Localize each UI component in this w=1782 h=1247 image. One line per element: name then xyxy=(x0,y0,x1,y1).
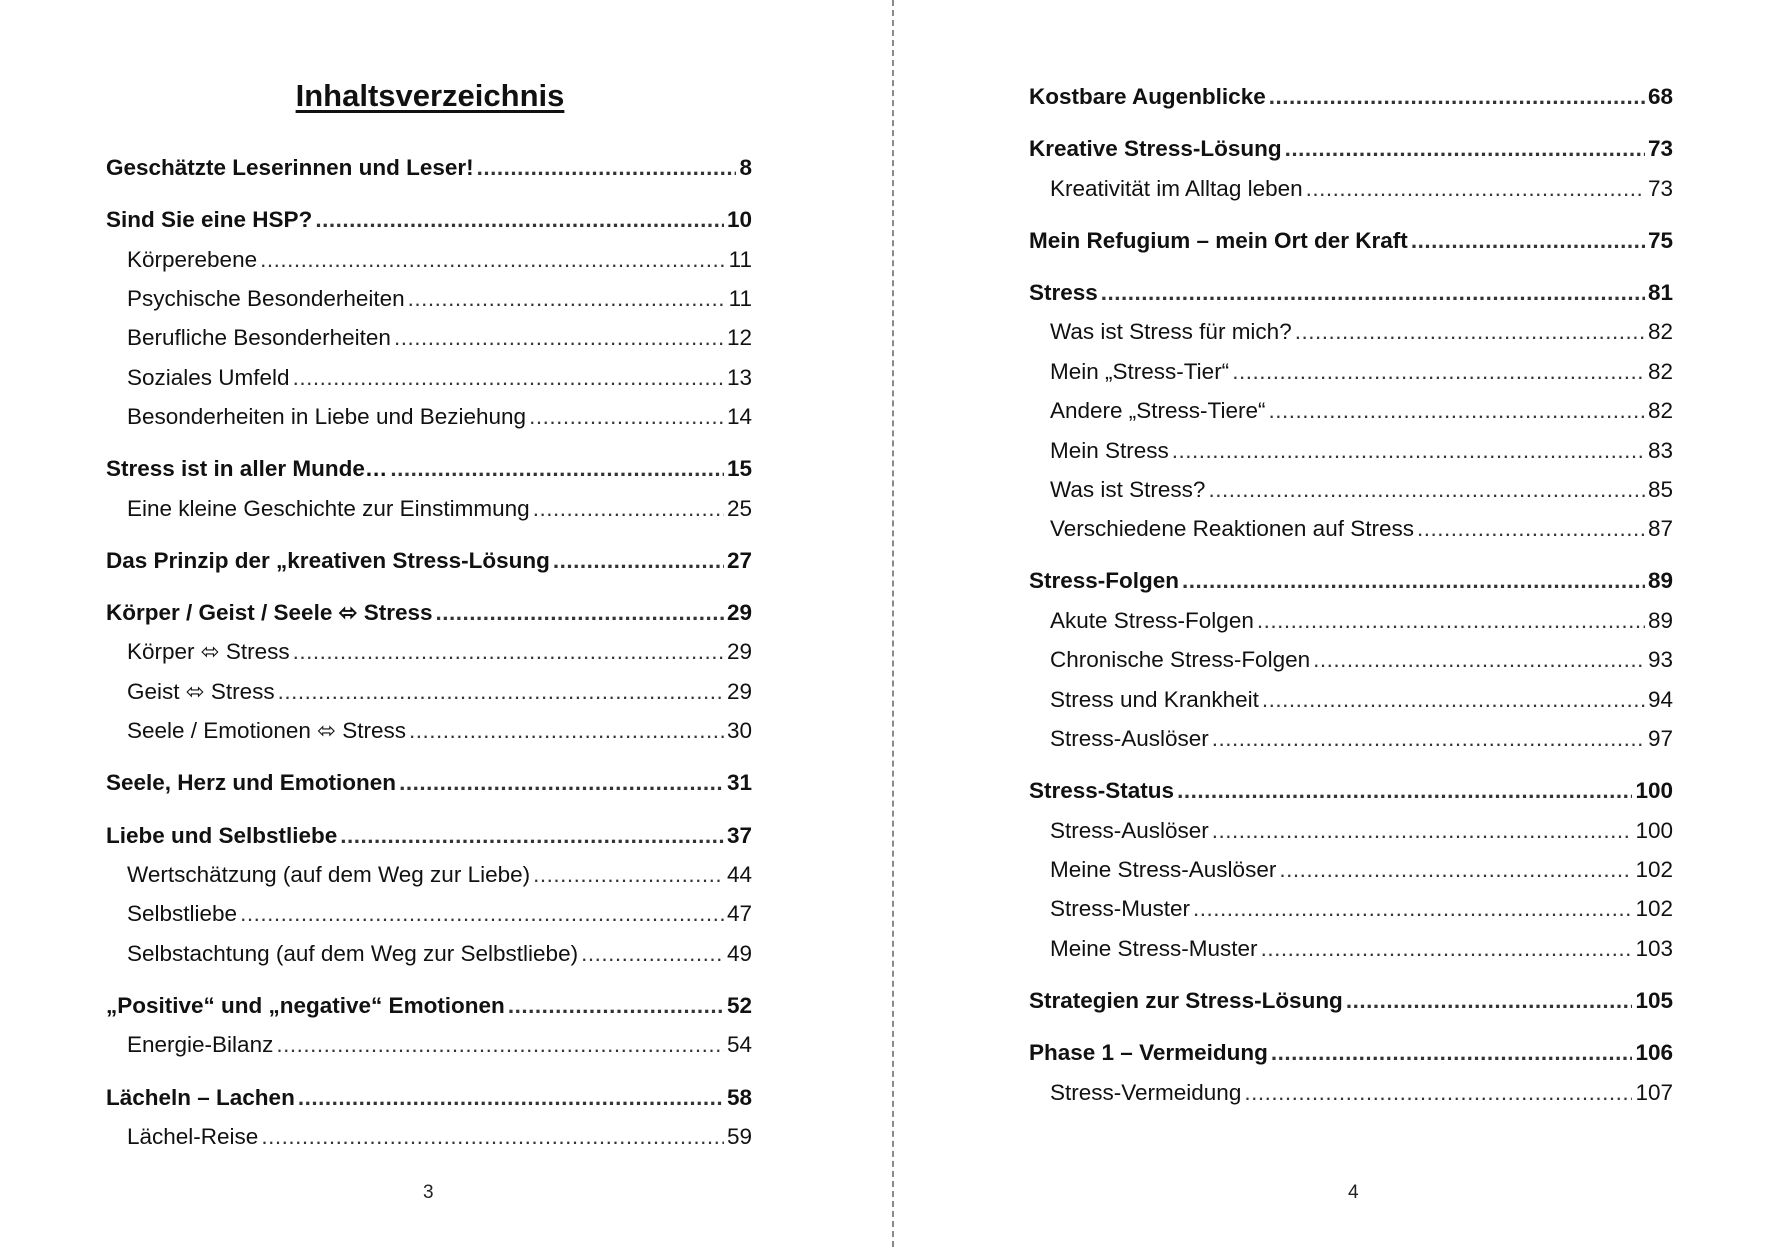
entry-title: Seele / Emotionen ⬄ Stress xyxy=(127,718,406,744)
entry-title: Psychische Besonderheiten xyxy=(127,285,405,311)
entry-page-number: 11 xyxy=(728,285,752,311)
dot-leader xyxy=(1193,889,1632,928)
entry-page-number: 15 xyxy=(726,456,752,482)
entry-page-number: 102 xyxy=(1635,857,1673,883)
toc-chapter-entry xyxy=(106,593,752,632)
entry-title: Meine Stress-Muster xyxy=(1050,935,1258,961)
toc-chapter-entry xyxy=(106,200,752,239)
entry-page-number: 10 xyxy=(726,207,752,233)
dot-leader xyxy=(1257,601,1645,640)
dot-leader xyxy=(399,763,724,802)
toc-section-entry xyxy=(1029,929,1673,968)
entry-page-number: 47 xyxy=(726,901,752,927)
toc-chapter-entry xyxy=(1029,221,1673,260)
dot-leader xyxy=(1269,77,1645,116)
entry-title: Strategien zur Stress-Lösung xyxy=(1029,987,1343,1013)
toc-section-entry xyxy=(106,632,752,671)
entry-title: Liebe und Selbstliebe xyxy=(106,822,338,848)
toc-title: Inhaltsverzeichnis xyxy=(295,78,565,113)
entry-page-number: 102 xyxy=(1635,896,1673,922)
toc-section-entry xyxy=(1029,1073,1673,1112)
toc-section-entry xyxy=(106,1025,752,1064)
dot-leader xyxy=(293,632,724,671)
toc-section-entry xyxy=(1029,850,1673,889)
dot-leader xyxy=(533,489,724,528)
entry-page-number: 73 xyxy=(1647,136,1673,162)
entry-title: Chronische Stress-Folgen xyxy=(1050,647,1311,673)
entry-page-number: 97 xyxy=(1647,726,1673,752)
toc-section-entry xyxy=(106,397,752,436)
entry-page-number: 14 xyxy=(726,404,752,430)
entry-page-number: 49 xyxy=(726,940,752,966)
dot-leader xyxy=(340,816,724,855)
entry-title: Stress-Muster xyxy=(1050,896,1191,922)
entry-title: Wertschätzung (auf dem Weg zur Liebe) xyxy=(127,862,531,888)
toc-chapter-entry xyxy=(106,1078,752,1117)
entry-page-number: 103 xyxy=(1635,935,1673,961)
entry-page-number: 94 xyxy=(1647,686,1673,712)
dot-leader xyxy=(394,318,724,357)
toc-list-left xyxy=(106,148,752,1156)
toc-section-entry xyxy=(1029,352,1673,391)
entry-page-number: 89 xyxy=(1647,568,1673,594)
entry-page-number: 105 xyxy=(1635,987,1673,1013)
dot-leader xyxy=(1212,811,1633,850)
toc-section-entry xyxy=(106,672,752,711)
entry-title: Lächeln – Lachen xyxy=(106,1084,295,1110)
toc-chapter-entry xyxy=(1029,129,1673,168)
dot-leader xyxy=(293,358,724,397)
toc-section-entry xyxy=(106,894,752,933)
entry-title: Mein „Stress-Tier“ xyxy=(1050,358,1230,384)
entry-title: Körper / Geist / Seele ⬄ Stress xyxy=(106,600,433,626)
entry-title: Stress-Folgen xyxy=(1029,568,1180,594)
entry-title: Verschiedene Reaktionen auf Stress xyxy=(1050,516,1414,542)
toc-section-entry xyxy=(1029,889,1673,928)
dot-leader xyxy=(1295,312,1645,351)
toc-section-entry xyxy=(106,934,752,973)
entry-page-number: 54 xyxy=(726,1032,752,1058)
toc-section-entry xyxy=(1029,719,1673,758)
dot-leader xyxy=(409,711,724,750)
entry-page-number: 29 xyxy=(726,639,752,665)
dot-leader xyxy=(278,672,724,711)
dot-leader xyxy=(315,200,724,239)
toc-chapter-entry xyxy=(106,148,752,187)
entry-page-number: 30 xyxy=(726,718,752,744)
toc-section-entry xyxy=(106,1117,752,1156)
dot-leader xyxy=(1244,1073,1632,1112)
dot-leader xyxy=(1346,981,1633,1020)
dot-leader xyxy=(529,397,724,436)
entry-page-number: 89 xyxy=(1647,607,1673,633)
entry-title: Akute Stress-Folgen xyxy=(1050,607,1254,633)
entry-title: Stress-Vermeidung xyxy=(1050,1079,1242,1105)
toc-chapter-entry xyxy=(1029,561,1673,600)
right-page xyxy=(893,0,1782,1247)
entry-page-number: 87 xyxy=(1647,516,1673,542)
toc-section-entry xyxy=(106,318,752,357)
dot-leader xyxy=(240,894,724,933)
toc-section-entry xyxy=(1029,470,1673,509)
dot-leader xyxy=(1262,680,1645,719)
entry-title: Mein Refugium – mein Ort der Kraft xyxy=(1029,227,1408,253)
entry-page-number: 82 xyxy=(1647,319,1673,345)
entry-page-number: 85 xyxy=(1647,476,1673,502)
dot-leader xyxy=(1271,1033,1633,1072)
entry-title: Stress ist in aller Munde… xyxy=(106,456,388,482)
entry-title: Geschätzte Leserinnen und Leser! xyxy=(106,155,474,180)
entry-page-number: 73 xyxy=(1647,175,1673,201)
entry-title: Was ist Stress für mich? xyxy=(1050,319,1292,345)
entry-title: Das Prinzip der „kreativen Stress-Lösung xyxy=(106,547,550,573)
toc-section-entry xyxy=(1029,312,1673,351)
entry-page-number: 93 xyxy=(1647,647,1673,673)
entry-page-number: 106 xyxy=(1635,1040,1673,1066)
toc-section-entry xyxy=(1029,640,1673,679)
entry-title: Stress-Auslöser xyxy=(1050,817,1209,843)
dot-leader xyxy=(1313,640,1645,679)
entry-page-number: 44 xyxy=(726,862,752,888)
dot-leader xyxy=(436,593,724,632)
dot-leader xyxy=(553,541,724,580)
dot-leader xyxy=(260,240,726,279)
entry-title: Eine kleine Geschichte zur Einstimmung xyxy=(127,495,530,521)
entry-page-number: 13 xyxy=(726,364,752,390)
entry-page-number: 8 xyxy=(739,155,752,180)
toc-section-entry xyxy=(106,279,752,318)
entry-title: Körper ⬄ Stress xyxy=(127,639,290,665)
toc-chapter-entry xyxy=(106,816,752,855)
dot-leader xyxy=(390,449,724,488)
entry-page-number: 68 xyxy=(1647,84,1673,109)
dot-leader xyxy=(1279,850,1632,889)
toc-section-entry xyxy=(1029,601,1673,640)
toc-chapter-entry xyxy=(106,449,752,488)
dot-leader xyxy=(1232,352,1645,391)
entry-title: Energie-Bilanz xyxy=(127,1032,274,1058)
toc-section-entry xyxy=(106,855,752,894)
entry-title: Sind Sie eine HSP? xyxy=(106,207,313,233)
entry-title: Andere „Stress-Tiere“ xyxy=(1050,398,1266,424)
toc-section-entry xyxy=(106,489,752,528)
toc-chapter-entry xyxy=(106,986,752,1025)
entry-page-number: 31 xyxy=(726,770,752,796)
toc-section-entry xyxy=(1029,169,1673,208)
entry-title: Stress xyxy=(1029,279,1098,305)
entry-title: Körperebene xyxy=(127,246,258,272)
entry-page-number: 52 xyxy=(726,993,752,1018)
entry-title: Lächel-Reise xyxy=(127,1123,259,1149)
entry-title: Selbstachtung (auf dem Weg zur Selbstliebe) xyxy=(127,940,579,966)
entry-page-number: 11 xyxy=(728,246,752,272)
entry-title: Kreativität im Alltag leben xyxy=(1050,175,1303,201)
toc-chapter-entry xyxy=(1029,981,1673,1020)
toc-list-right xyxy=(1029,77,1673,1112)
entry-page-number: 100 xyxy=(1635,817,1673,843)
entry-title: Berufliche Besonderheiten xyxy=(127,325,391,351)
entry-page-number: 100 xyxy=(1635,778,1673,804)
entry-title: Stress und Krankheit xyxy=(1050,686,1259,712)
toc-chapter-entry xyxy=(1029,273,1673,312)
entry-page-number: 75 xyxy=(1647,227,1673,253)
entry-page-number: 29 xyxy=(726,600,752,626)
entry-page-number: 59 xyxy=(726,1123,752,1149)
entry-title: Geist ⬄ Stress xyxy=(127,678,275,704)
entry-page-number: 83 xyxy=(1647,437,1673,463)
dot-leader xyxy=(1208,470,1645,509)
dot-leader xyxy=(261,1117,724,1156)
dot-leader xyxy=(1177,771,1632,810)
toc-section-entry xyxy=(106,358,752,397)
entry-page-number: 25 xyxy=(726,495,752,521)
dot-leader xyxy=(1285,129,1645,168)
dot-leader xyxy=(1172,431,1645,470)
toc-section-entry xyxy=(1029,431,1673,470)
entry-page-number: 82 xyxy=(1647,398,1673,424)
entry-page-number: 29 xyxy=(726,678,752,704)
entry-page-number: 37 xyxy=(726,822,752,848)
entry-page-number: 82 xyxy=(1647,358,1673,384)
toc-section-entry xyxy=(1029,509,1673,548)
entry-page-number: 81 xyxy=(1647,279,1673,305)
dot-leader xyxy=(508,986,724,1025)
toc-section-entry xyxy=(1029,680,1673,719)
toc-section-entry xyxy=(106,240,752,279)
entry-title: Kreative Stress-Lösung xyxy=(1029,136,1282,162)
entry-title: Stress-Status xyxy=(1029,778,1175,804)
dot-leader xyxy=(1261,929,1633,968)
dot-leader xyxy=(1411,221,1645,260)
dot-leader xyxy=(1182,561,1645,600)
toc-section-entry xyxy=(1029,811,1673,850)
dot-leader xyxy=(1268,391,1644,430)
entry-page-number: 12 xyxy=(726,325,752,351)
entry-title: Mein Stress xyxy=(1050,437,1169,463)
entry-title: Was ist Stress? xyxy=(1050,476,1206,502)
entry-page-number: 27 xyxy=(726,547,752,573)
entry-title: Selbstliebe xyxy=(127,901,238,927)
toc-section-entry xyxy=(106,711,752,750)
entry-title: Seele, Herz und Emotionen xyxy=(106,770,397,796)
dot-leader xyxy=(533,855,724,894)
entry-title: „Positive“ und „negative“ Emotionen xyxy=(106,993,505,1018)
dot-leader xyxy=(1101,273,1645,312)
entry-title: Kostbare Augenblicke xyxy=(1029,84,1266,109)
entry-title: Besonderheiten in Liebe und Beziehung xyxy=(127,404,527,430)
entry-page-number: 58 xyxy=(726,1084,752,1110)
dot-leader xyxy=(408,279,726,318)
dot-leader xyxy=(1417,509,1645,548)
toc-chapter-entry xyxy=(106,541,752,580)
page-number: 3 xyxy=(423,1182,434,1203)
dot-leader xyxy=(477,148,737,187)
dot-leader xyxy=(1306,169,1645,208)
entry-title: Stress-Auslöser xyxy=(1050,726,1209,752)
toc-chapter-entry xyxy=(1029,771,1673,810)
toc-chapter-entry xyxy=(1029,77,1673,116)
toc-chapter-entry xyxy=(1029,1033,1673,1072)
entry-title: Meine Stress-Auslöser xyxy=(1050,857,1277,883)
entry-title: Phase 1 – Vermeidung xyxy=(1029,1040,1268,1066)
dot-leader xyxy=(581,934,724,973)
toc-chapter-entry xyxy=(106,763,752,802)
entry-title: Soziales Umfeld xyxy=(127,364,290,390)
dot-leader xyxy=(298,1078,724,1117)
toc-section-entry xyxy=(1029,391,1673,430)
page-number: 4 xyxy=(1348,1182,1359,1203)
entry-page-number: 107 xyxy=(1635,1079,1673,1105)
dot-leader xyxy=(1212,719,1645,758)
dot-leader xyxy=(276,1025,724,1064)
